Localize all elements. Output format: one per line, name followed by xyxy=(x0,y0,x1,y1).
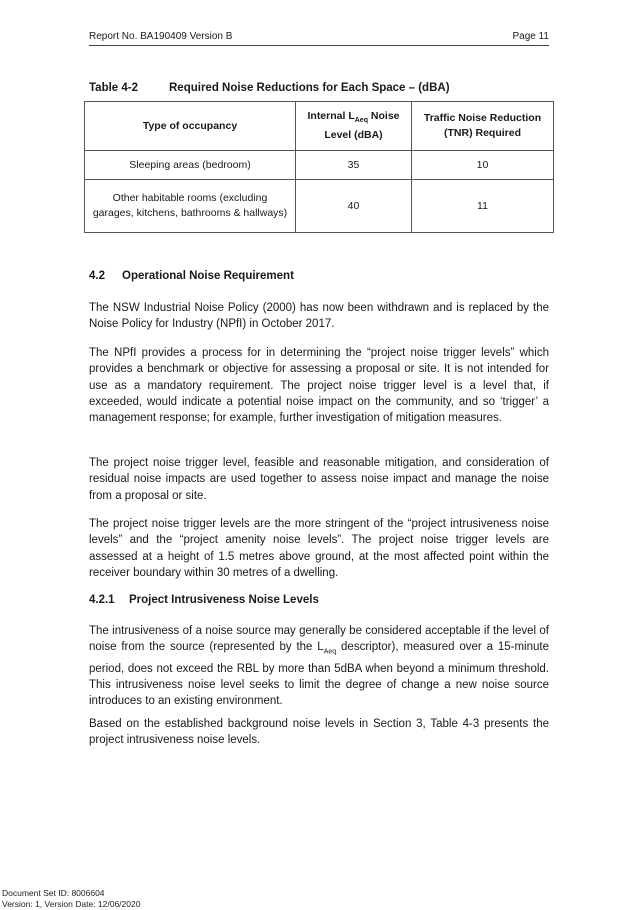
cell-level: 40 xyxy=(296,180,412,233)
table-row xyxy=(85,151,554,180)
internal-level-subscript: Aeq xyxy=(354,117,368,125)
paragraph: The project noise trigger level, feasible and reasonable mitigation, and consideration of residual noise impacts are used together to assess noise impact and manage the noise from a proposal or site. xyxy=(89,457,549,502)
cell-occupancy: Sleeping areas (bedroom) xyxy=(85,151,296,180)
paragraph: The NPfI provides a process for in determining the “project noise trigger levels” which provides a benchmark or objective for assessing a proposal or site. It is not intended for use as a mandatory requirement. The project noise trigger level is a level that, if exceeded, would indicate a potential noise impact on the community, and so ‘trigger’ a management response; for example, further investigation of mitigation measures. xyxy=(89,347,549,425)
internal-level-label-rest: Noise Level (dBA) xyxy=(324,109,400,142)
noise-reduction-table xyxy=(84,101,554,233)
section-heading-4-2 xyxy=(89,270,294,282)
page-header xyxy=(89,31,549,46)
section-title: Operational Noise Requirement xyxy=(122,270,294,282)
section-number: 4.2 xyxy=(89,270,105,282)
version-info: Version: 1, Version Date: 12/06/2020 xyxy=(2,899,141,909)
report-number: Report No. BA190409 Version B xyxy=(89,31,233,42)
cell-occupancy: Other habitable rooms (excluding garages, kitchens, bathrooms & hallways) xyxy=(85,180,296,233)
paragraph xyxy=(89,623,549,710)
paragraph-text: descriptor), measured over a 15-minute period, does not exceed the RBL by more than 5dBA when beyond a minimum threshold. This intrusiveness noise level seeks to limit the degree of change a new noise source introduces to an existing environment. xyxy=(89,641,549,708)
table-title: Required Noise Reductions for Each Space – (dBA) xyxy=(169,82,450,94)
paragraph: The NSW Industrial Noise Policy (2000) has now been withdrawn and is replaced by the Noise Policy for Industry (NPfI) in October 2017. xyxy=(89,302,549,331)
page-number: Page 11 xyxy=(512,31,549,42)
table-caption xyxy=(89,82,450,94)
internal-level-label: Internal L xyxy=(307,109,355,122)
column-header-internal-level xyxy=(296,102,412,151)
document-set-id: Document Set ID: 8006604 xyxy=(2,888,105,898)
paragraph-text: The intrusiveness of a noise source may generally be considered acceptable if the level of noise from the source (represented by the L xyxy=(89,625,549,654)
table-number: Table 4-2 xyxy=(89,82,138,94)
subsection-title: Project Intrusiveness Noise Levels xyxy=(129,594,319,606)
cell-tnr: 11 xyxy=(412,180,554,233)
cell-level: 35 xyxy=(296,151,412,180)
section-heading-4-2-1 xyxy=(89,594,319,606)
document-footer xyxy=(2,888,140,910)
cell-tnr: 10 xyxy=(412,151,554,180)
laeq-subscript: Aeq xyxy=(323,648,337,656)
column-header-tnr: Traffic Noise Reduction (TNR) Required xyxy=(412,102,554,151)
table-header-row xyxy=(85,102,554,151)
paragraph: The project noise trigger levels are the more stringent of the “project intrusiveness noise levels” and the “project amenity noise levels”. The project noise trigger levels are assessed at a height of 1.5 metres above ground, at the most affected point within the receiver boundary within 30 metres of a dwelling. xyxy=(89,518,549,579)
subsection-number: 4.2.1 xyxy=(89,594,115,606)
table-row xyxy=(85,180,554,233)
column-header-occupancy: Type of occupancy xyxy=(85,102,296,151)
paragraph: Based on the established background noise levels in Section 3, Table 4-3 presents the project intrusiveness noise levels. xyxy=(89,718,549,747)
